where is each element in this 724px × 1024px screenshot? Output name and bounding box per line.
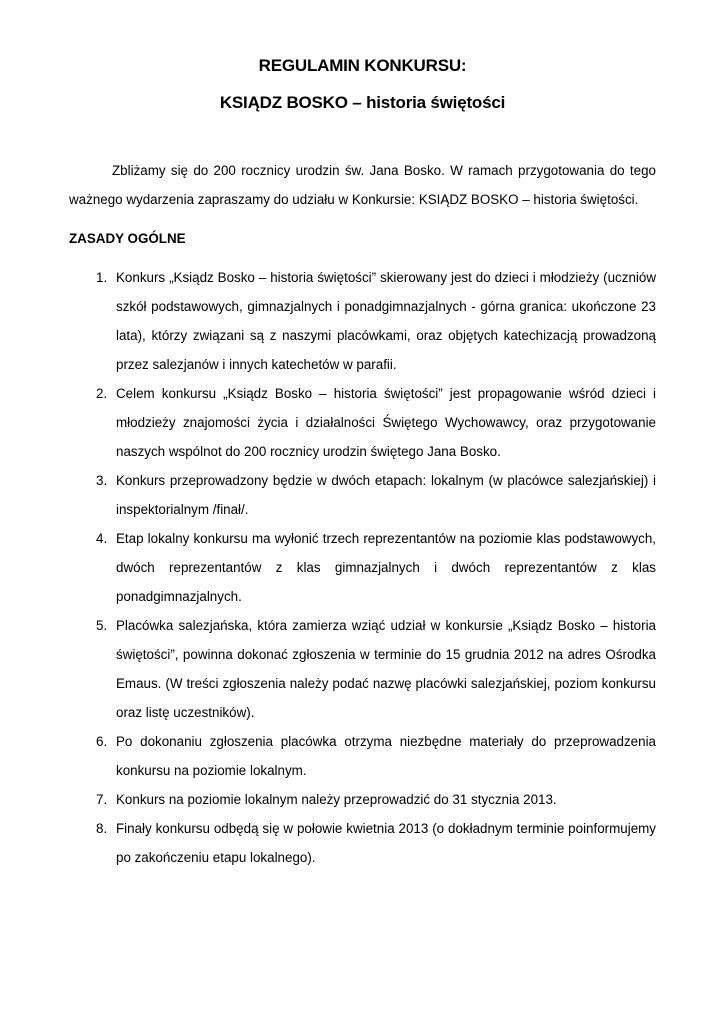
list-item-number: 2. xyxy=(96,386,108,401)
list-item xyxy=(69,263,656,379)
list-item xyxy=(69,379,656,466)
list-item-number: 8. xyxy=(96,821,108,836)
list-item-text: Konkurs „Ksiądz Bosko – historia świętości” skierowany jest do dzieci i młodzieży (uczniów szkół podstawowych, gimnazjalnych i ponadgimnazjalnych - górna granica: ukończone 23 lata), którzy związani są z naszymi placówkami, oraz objętych katechizacją prowadzoną przez salezjanów i innych katechetów w parafii. xyxy=(116,270,656,372)
list-item-text: Etap lokalny konkursu ma wyłonić trzech reprezentantów na poziomie klas podstawowych, dwóch reprezentantów z klas gimnazjalnych i dwóch reprezentantów z klas ponadgimnazjalnych. xyxy=(116,531,656,604)
list-item xyxy=(69,814,656,872)
list-item xyxy=(69,785,656,814)
list-item xyxy=(69,611,656,727)
list-item-text: Celem konkursu „Ksiądz Bosko – historia świętości” jest propagowanie wśród dzieci i młodzieży znajomości życia i działalności Świętego Wychowawcy, oraz przygotowanie naszych wspólnot do 200 rocznicy urodzin świętego Jana Bosko. xyxy=(116,386,656,459)
list-item-number: 6. xyxy=(96,734,108,749)
list-item xyxy=(69,524,656,611)
list-item-text: Konkurs przeprowadzony będzie w dwóch etapach: lokalnym (w placówce salezjańskiej) i inspektorialnym /finał/. xyxy=(116,473,656,517)
section-heading: ZASADY OGÓLNE xyxy=(69,231,186,246)
list-item-text: Po dokonaniu zgłoszenia placówka otrzyma niezbędne materiały do przeprowadzenia konkursu na poziomie lokalnym. xyxy=(116,734,656,778)
list-item xyxy=(69,466,656,524)
list-item-text: Konkurs na poziomie lokalnym należy przeprowadzić do 31 stycznia 2013. xyxy=(116,792,557,807)
list-item-text: Placówka salezjańska, która zamierza wziąć udział w konkursie „Ksiądz Bosko – historia świętości”, powinna dokonać zgłoszenia w terminie do 15 grudnia 2012 na adres Ośrodka Emaus. (W treści zgłoszenia należy podać nazwę placówki salezjańskiej, poziom konkursu oraz listę uczestników). xyxy=(116,618,656,720)
document-subtitle: KSIĄDZ BOSKO – historia świętości xyxy=(219,93,506,112)
list-item-text: Finały konkursu odbędą się w połowie kwietnia 2013 (o dokładnym terminie poinformujemy po zakończeniu etapu lokalnego). xyxy=(116,821,656,865)
list-item-number: 4. xyxy=(96,531,108,546)
document-title: REGULAMIN KONKURSU: xyxy=(258,56,467,75)
list-item-number: 5. xyxy=(96,618,108,633)
rules-list xyxy=(69,263,656,872)
list-item xyxy=(69,727,656,785)
list-item-number: 3. xyxy=(96,473,108,488)
intro-paragraph: Zbliżamy się do 200 rocznicy urodzin św. Jana Bosko. W ramach przygotowania do tego ważnego wydarzenia zapraszamy do udziału w Konkursie: KSIĄDZ BOSKO – historia świętości. xyxy=(69,163,656,207)
list-item-number: 7. xyxy=(96,792,108,807)
list-item-number: 1. xyxy=(96,270,108,285)
